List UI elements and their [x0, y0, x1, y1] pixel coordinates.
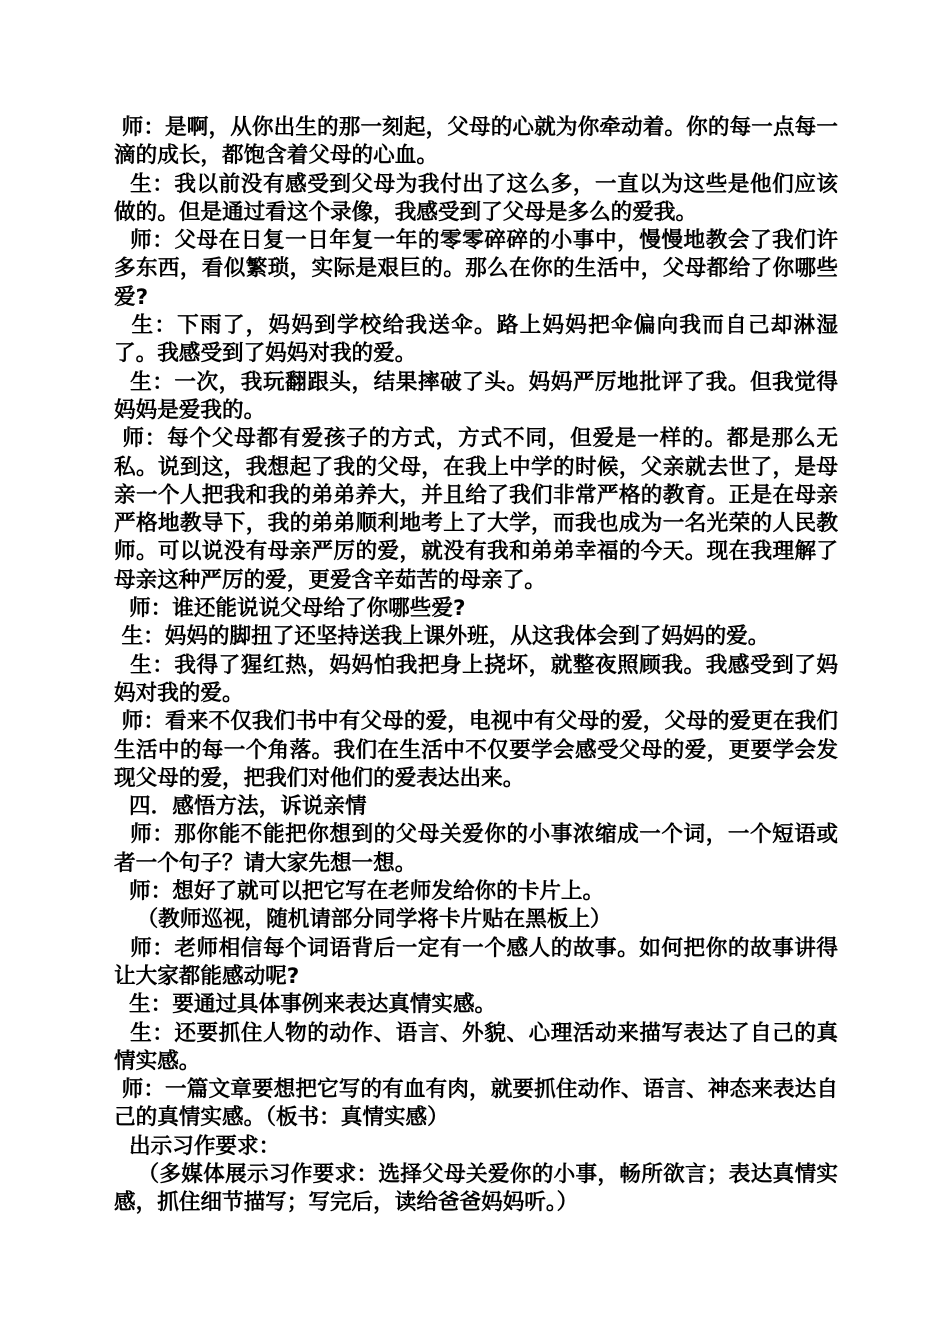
paragraph-14: （教师巡视，随机请部分同学将卡片贴在黑板上） [114, 907, 612, 933]
document-page [114, 114, 838, 1218]
paragraph-17: 生：还要抓住人物的动作、语言、外貌、心理活动来描写表达了自己的真情实感。 [114, 1020, 838, 1074]
paragraph-6: 师：每个父母都有爱孩子的方式，方式不同，但爱是一样的。都是那么无私。说到这，我想起了我的父母，在我上中学的时候，父亲就去世了，是母亲一个人把我和我的弟弟养大，并且给了我们非常严格的教育。正是在母亲严格地教导下，我的弟弟顺利地考上了大学，而我也成为一名光荣的人民教师。可以说没有母亲严厉的爱，就没有我和弟弟幸福的今天。现在我理解了母亲这种严厉的爱，更爱含辛茹苦的母亲了。 [114, 426, 838, 593]
paragraph-1: 师：是啊，从你出生的那一刻起，父母的心就为你牵动着。你的每一点每一滴的成长，都饱含着父母的心血。 [114, 115, 838, 169]
paragraph-19: 出示习作要求： [114, 1133, 281, 1159]
paragraph-7: 师：谁还能说说父母给了你哪些爱? [114, 596, 466, 622]
paragraph-5: 生：一次，我玩翻跟头，结果摔破了头。妈妈严厉地批评了我。但我觉得妈妈是爱我的。 [114, 369, 838, 423]
paragraph-16: 生：要通过具体事例来表达真情实感。 [114, 992, 497, 1018]
paragraph-15: 师：老师相信每个词语背后一定有一个感人的故事。如何把你的故事讲得让大家都能感动呢? [114, 935, 838, 989]
paragraph-8: 生：妈妈的脚扭了还坚持送我上课外班，从这我体会到了妈妈的爱。 [114, 624, 770, 650]
paragraph-4: 生：下雨了，妈妈到学校给我送伞。路上妈妈把伞偏向我而自己却淋湿了。我感受到了妈妈对我的爱。 [114, 313, 838, 367]
paragraph-13: 师：想好了就可以把它写在老师发给你的卡片上。 [114, 879, 605, 905]
paragraph-20: （多媒体展示习作要求：选择父母关爱你的小事，畅所欲言；表达真情实感，抓住细节描写；写完后，读给爸爸妈妈听。） [114, 1161, 838, 1216]
paragraph-9: 生：我得了猩红热，妈妈怕我把身上挠坏，就整夜照顾我。我感受到了妈妈对我的爱。 [114, 652, 838, 706]
section-heading: 四．感悟方法，诉说亲情 [114, 794, 367, 820]
paragraph-10: 师：看来不仅我们书中有父母的爱，电视中有父母的爱，父母的爱更在我们生活中的每一个角落。我们在生活中不仅要学会感受父母的爱，更要学会发现父母的爱，把我们对他们的爱表达出来。 [114, 709, 838, 791]
paragraph-3: 师：父母在日复一日年复一年的零零碎碎的小事中，慢慢地教会了我们许多东西，看似繁琐，实际是艰巨的。那么在你的生活中，父母都给了你哪些爱? [114, 228, 838, 310]
paragraph-18: 师：一篇文章要想把它写的有血有肉，就要抓住动作、语言、神态来表达自己的真情实感。（板书：真情实感） [114, 1077, 838, 1131]
paragraph-12: 师：那你能不能把你想到的父母关爱你的小事浓缩成一个词，一个短语或者一个句子？请大家先想一想。 [114, 822, 838, 876]
paragraph-2: 生：我以前没有感受到父母为我付出了这么多，一直以为这些是他们应该做的。但是通过看这个录像，我感受到了父母是多么的爱我。 [114, 171, 838, 225]
